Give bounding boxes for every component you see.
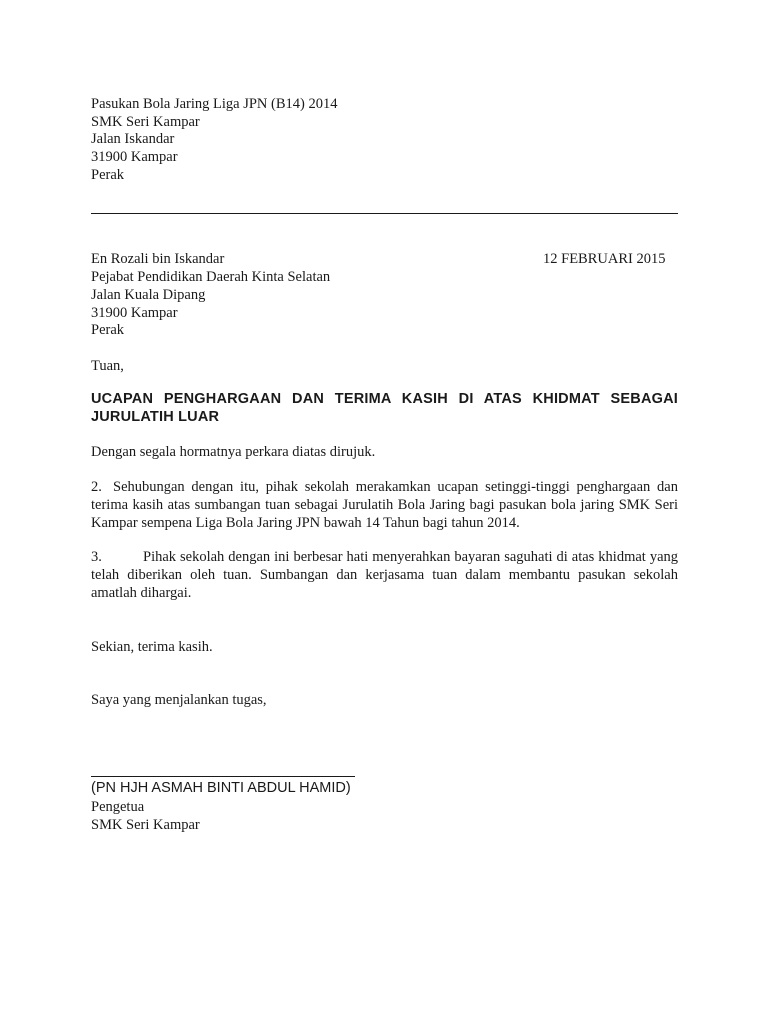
paragraph-2-number: 2. bbox=[91, 479, 102, 495]
letter-date: 12 FEBRUARI 2015 bbox=[543, 251, 666, 267]
recipient-street: Jalan Kuala Dipang bbox=[91, 287, 206, 303]
recipient-state: Perak bbox=[91, 322, 125, 338]
signatory-title: Pengetua bbox=[91, 799, 145, 815]
signatory-school: SMK Seri Kampar bbox=[91, 817, 200, 833]
letter-subject: UCAPAN PENGHARGAAN DAN TERIMA KASIH DI ATAS KHIDMAT SEBAGAI JURULATIH LUAR bbox=[91, 391, 678, 425]
paragraph-3 bbox=[91, 548, 678, 602]
sender-line-2: SMK Seri Kampar bbox=[91, 114, 200, 130]
sender-line-1: Pasukan Bola Jaring Liga JPN (B14) 2014 bbox=[91, 96, 338, 112]
recipient-postcode: 31900 Kampar bbox=[91, 305, 178, 321]
closing-thanks: Sekian, terima kasih. bbox=[91, 639, 213, 655]
signature-line bbox=[91, 776, 355, 777]
paragraph-2-text: Sehubungan dengan itu, pihak sekolah merakamkan ucapan setinggi-tinggi penghargaan dan terima kasih atas sumbangan tuan sebagai Jurulatih Bola Jaring bagi pasukan bola jaring SMK Seri Kampar sempena Liga Bola Jaring JPN bawah 14 Tahun bagi tahun 2014. bbox=[91, 479, 678, 531]
recipient-name: En Rozali bin Iskandar bbox=[91, 251, 225, 267]
sender-line-3: Jalan Iskandar bbox=[91, 131, 175, 147]
signatory-name: (PN HJH ASMAH BINTI ABDUL HAMID) bbox=[91, 780, 351, 796]
sender-line-5: Perak bbox=[91, 167, 125, 183]
sender-line-4: 31900 Kampar bbox=[91, 149, 178, 165]
header-divider bbox=[91, 213, 678, 214]
salutation: Tuan, bbox=[91, 358, 124, 374]
intro-paragraph: Dengan segala hormatnya perkara diatas dirujuk. bbox=[91, 444, 376, 460]
closing-duty: Saya yang menjalankan tugas, bbox=[91, 692, 267, 708]
paragraph-3-text: Pihak sekolah dengan ini berbesar hati menyerahkan bayaran saguhati di atas khidmat yang telah diberikan oleh tuan. Sumbangan dan kerjasama tuan dalam membantu pasukan sekolah amatlah dihargai. bbox=[91, 549, 678, 601]
paragraph-2 bbox=[91, 478, 678, 532]
paragraph-3-number: 3. bbox=[91, 549, 102, 565]
recipient-office: Pejabat Pendidikan Daerah Kinta Selatan bbox=[91, 269, 331, 285]
